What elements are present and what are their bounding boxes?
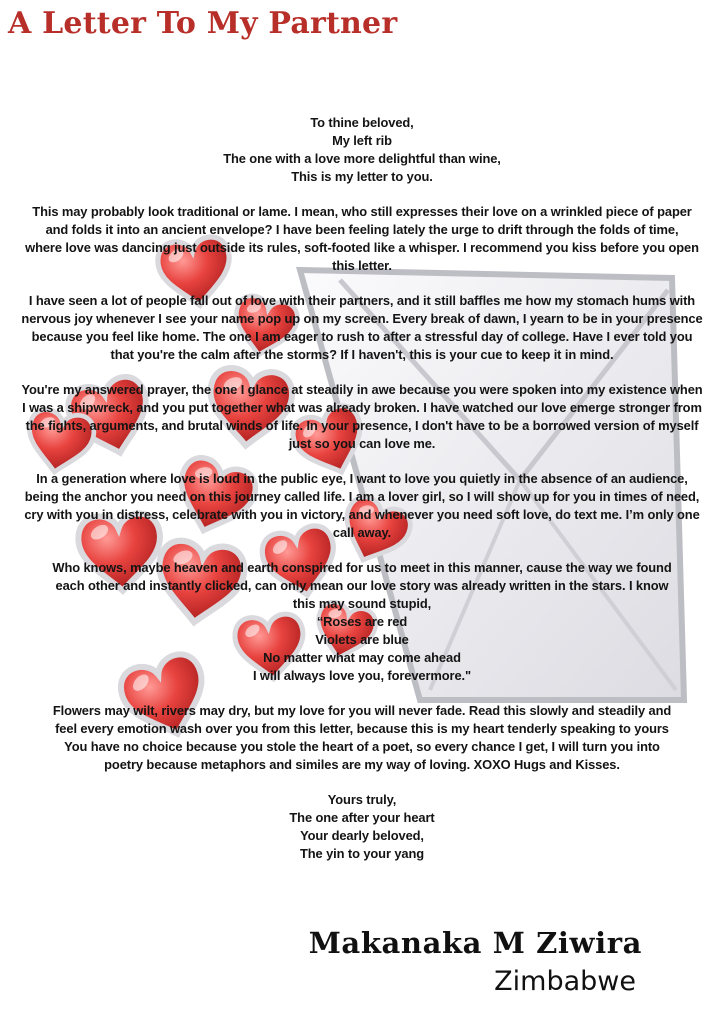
- closing-line: Your dearly beloved,: [300, 828, 424, 843]
- letter-line: You're my answered prayer, the one I glance at steadily in awe because you were spoken into my existence when: [21, 382, 703, 397]
- letter-line: because you feel like home. The one I am eager to rush to after a stressful day of college. Have I ever told you: [31, 329, 693, 344]
- poem-line: “Roses are red: [316, 614, 408, 629]
- letter-line: being the anchor you need on this journey called life. I am a lover girl, so I will show up for you in times of need,: [24, 489, 700, 504]
- closing-line: The yin to your yang: [299, 846, 425, 861]
- poem-line: No matter what may come ahead: [263, 650, 461, 665]
- closing-line: The one after your heart: [289, 810, 435, 825]
- letter-paragraph: [0, 203, 724, 275]
- letter-line: call away.: [332, 525, 392, 540]
- letter-paragraph: [0, 381, 724, 453]
- letter-line: poetry because metaphors and similes are my way of loving. XOXO Hugs and Kisses.: [104, 757, 620, 772]
- letter-closing: [0, 791, 724, 863]
- letter-line: The one with a love more delightful than wine,: [223, 151, 501, 166]
- letter-line: where love was dancing just outside its rules, soft-footed like a whisper. I recommend you kiss before you open: [25, 240, 699, 255]
- letter-line: Flowers may wilt, rivers may dry, but my love for you will never fade. Read this slowly and steadily and: [52, 703, 672, 718]
- letter-line: cry with you in distress, celebrate with you in victory, and whenever you need soft love, do text me. I’m only one: [24, 507, 700, 522]
- letter-paragraph: [0, 470, 724, 542]
- poem-line: I will always love you, forevermore.": [252, 668, 472, 683]
- letter-line: the fights, arguments, and brutal winds of life. In your presence, I don't have to be a borrowed version of myself: [25, 418, 699, 433]
- letter-greeting: [0, 114, 724, 186]
- author-name: Makanaka M Ziwira: [308, 926, 642, 960]
- letter-paragraph: [0, 559, 724, 685]
- poem-line: Violets are blue: [315, 632, 409, 647]
- letter-line: My left rib: [332, 133, 392, 148]
- letter-line: This may probably look traditional or lame. I mean, who still expresses their love on a wrinkled piece of paper: [32, 204, 692, 219]
- letter-line: and folds it into an ancient envelope? I have been feeling lately the urge to drift through the folds of time,: [45, 222, 679, 237]
- letter-paragraph: [0, 702, 724, 774]
- letter-line: nervous joy whenever I see your name pop up on my screen. Every break of dawn, I yearn to be in your presence: [21, 311, 703, 326]
- letter-line: that you're the calm after the storms? If I haven't, this is your cue to keep it in mind.: [110, 347, 614, 362]
- letter-paragraph: [0, 292, 724, 364]
- letter-line: this letter.: [332, 258, 392, 273]
- letter-line: just so you can love me.: [288, 436, 436, 451]
- letter-line: Who knows, maybe heaven and earth conspired for us to meet in this manner, cause the way we found: [52, 560, 672, 575]
- closing-line: Yours truly,: [327, 792, 397, 807]
- letter-line: This is my letter to you.: [291, 169, 433, 184]
- letter-line: In a generation where love is loud in the public eye, I want to love you quietly in the absence of an audience,: [36, 471, 688, 486]
- letter-line: this may sound stupid,: [292, 596, 432, 611]
- page-title: A Letter To My Partner: [8, 6, 398, 41]
- letter-line: I was a shipwreck, and you put together what was already broken. I have watched our love emerge stronger from: [22, 400, 702, 415]
- letter-body: [0, 114, 724, 880]
- letter-line: You have no choice because you stole the heart of a poet, so every chance I get, I will turn you into: [64, 739, 660, 754]
- letter-line: To thine beloved,: [310, 115, 414, 130]
- author-country: Zimbabwe: [494, 966, 636, 997]
- letter-line: each other and instantly clicked, can only mean our love story was already written in the stars. I know: [55, 578, 669, 593]
- letter-line: feel every emotion wash over you from this letter, because this is my heart tenderly speaking to yours: [55, 721, 669, 736]
- letter-line: I have seen a lot of people fall out of love with their partners, and it still baffles me how my stomach hums with: [28, 293, 696, 308]
